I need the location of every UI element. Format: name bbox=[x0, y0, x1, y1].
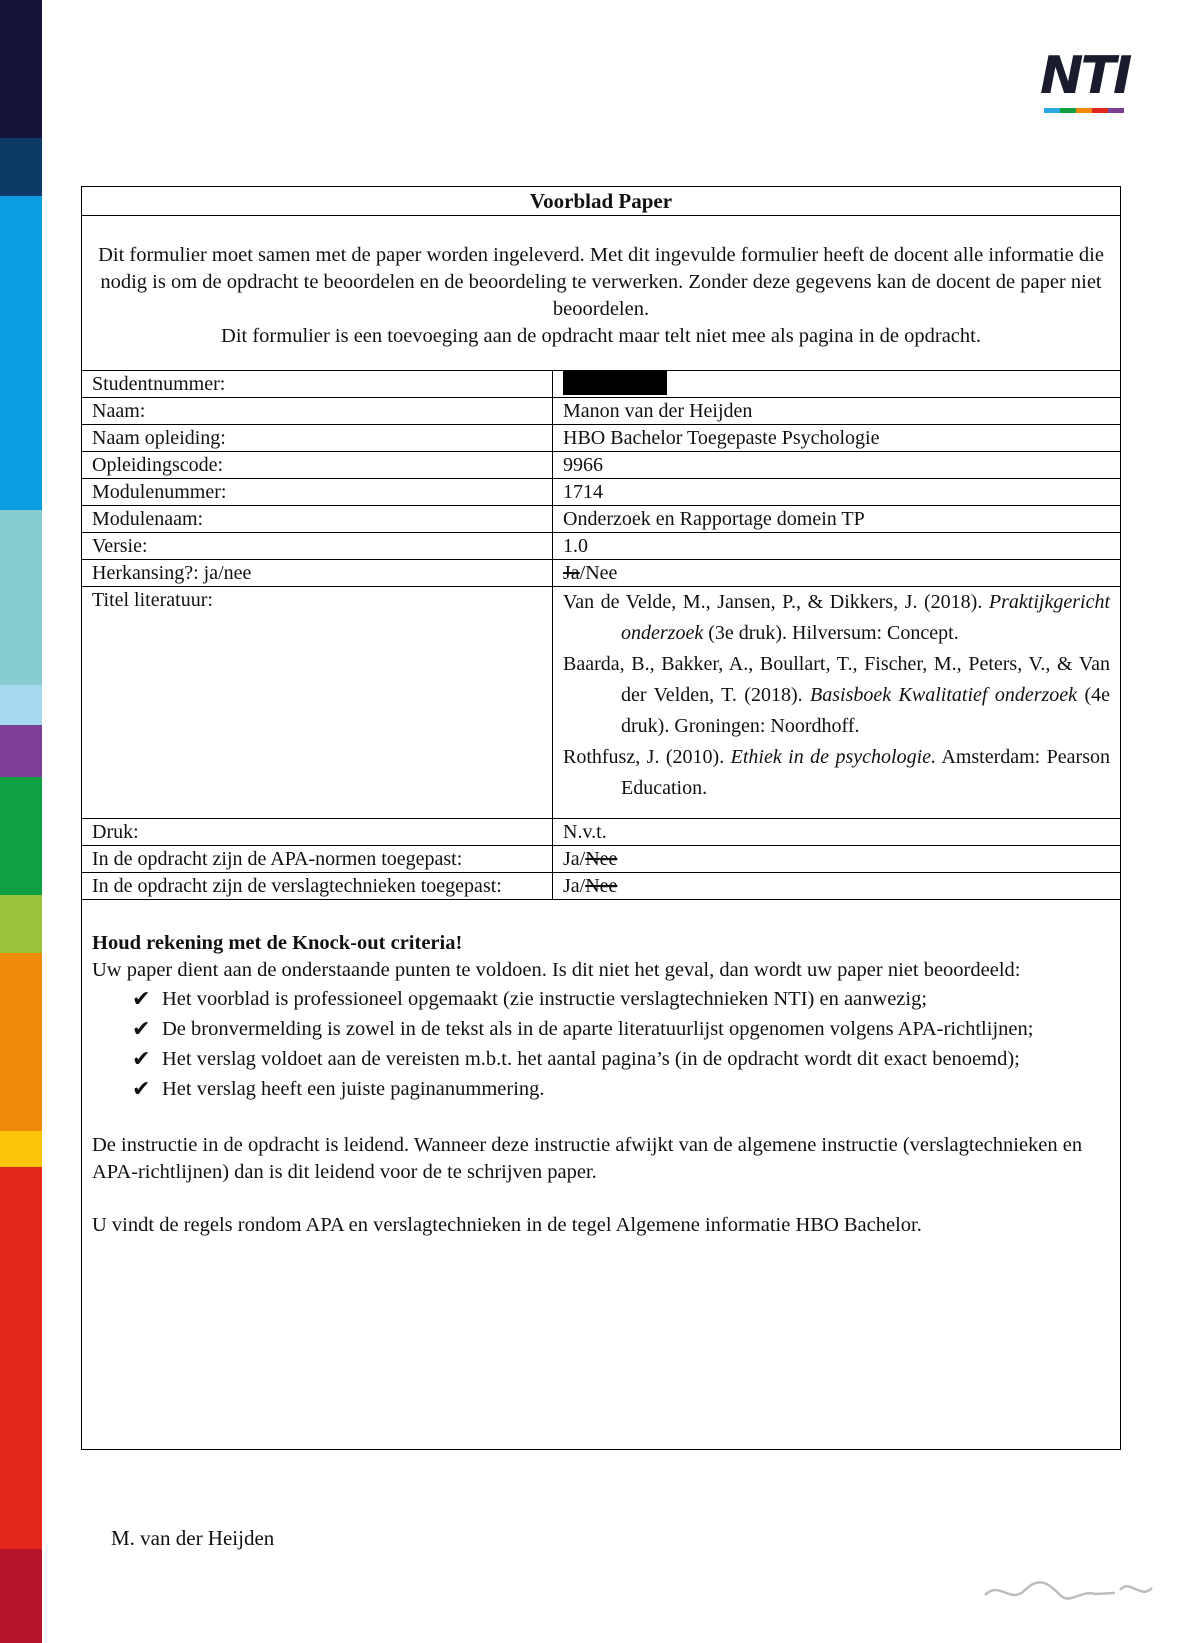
table-row bbox=[82, 479, 1120, 506]
field-label: Opleidingscode: bbox=[82, 452, 553, 479]
form-intro bbox=[82, 216, 1120, 371]
selected-option: Nee bbox=[585, 562, 618, 584]
struck-option: Nee bbox=[585, 875, 618, 897]
table-row bbox=[82, 873, 1120, 900]
field-label: Versie: bbox=[82, 533, 553, 560]
checkmark-icon: ✔ bbox=[132, 1017, 151, 1042]
intro-paragraph: Dit formulier is een toevoeging aan de opdracht maar telt niet mee als pagina in de opdracht. bbox=[221, 325, 981, 347]
field-value: Onderzoek en Rapportage domein TP bbox=[553, 506, 1121, 533]
table-row bbox=[82, 533, 1120, 560]
form-title: Voorblad Paper bbox=[82, 187, 1120, 216]
field-label: Druk: bbox=[82, 819, 553, 846]
knockout-heading: Houd rekening met de Knock-out criteria! bbox=[92, 932, 463, 954]
struck-option: Nee bbox=[585, 848, 618, 870]
reference-publisher: Amsterdam: Pearson Education. bbox=[621, 746, 1110, 799]
field-label: In de opdracht zijn de APA-normen toegepast: bbox=[82, 846, 553, 873]
reference-publisher: (3e druk). Hilversum: Concept. bbox=[703, 622, 959, 644]
reference-title: Praktijkgericht onderzoek bbox=[621, 591, 1110, 644]
redaction-block bbox=[563, 371, 667, 395]
field-label: Naam: bbox=[82, 398, 553, 425]
reference-entry bbox=[563, 742, 1110, 804]
selected-option: Ja/ bbox=[563, 848, 586, 870]
reference-entry bbox=[563, 587, 1110, 649]
reference-authors: Rothfusz, J. (2010). bbox=[563, 746, 731, 768]
list-item-text: Het verslag heeft een juiste paginanummering. bbox=[162, 1078, 545, 1100]
literature-list bbox=[553, 587, 1121, 819]
studentnummer-value bbox=[553, 371, 1121, 398]
reference-entry bbox=[563, 649, 1110, 742]
field-label: Modulenummer: bbox=[82, 479, 553, 506]
checkmark-icon: ✔ bbox=[132, 987, 151, 1012]
selected-option: Ja/ bbox=[563, 875, 586, 897]
struck-option: Ja bbox=[563, 562, 580, 584]
list-item bbox=[132, 1016, 1110, 1043]
table-row bbox=[82, 371, 1120, 398]
list-item bbox=[132, 986, 1110, 1013]
knockout-intro: Uw paper dient aan de onderstaande punten te voldoen. Is dit niet het geval, dan wordt uw paper niet beoordeeld: bbox=[92, 959, 1021, 981]
apa-value bbox=[553, 846, 1121, 873]
intro-paragraph: Dit formulier moet samen met de paper worden ingeleverd. Met dit ingevulde formulier heeft de docent alle informatie die nodig is om de opdracht te beoordelen en de beoordeling te verwerken. Zonder deze gegevens kan de docent de paper niet beoordelen. bbox=[98, 244, 1104, 320]
field-label: In de opdracht zijn de verslagtechnieken toegepast: bbox=[82, 873, 553, 900]
reference-authors: Van de Velde, M., Jansen, P., & Dikkers, J. (2018). bbox=[563, 591, 989, 613]
field-value: HBO Bachelor Toegepaste Psychologie bbox=[553, 425, 1121, 452]
field-value: 1714 bbox=[553, 479, 1121, 506]
color-stripe bbox=[0, 0, 42, 1643]
list-item-text: De bronvermelding is zowel in de tekst als in de aparte literatuurlijst opgenomen volgens APA-richtlijnen; bbox=[162, 1018, 1034, 1040]
field-label: Titel literatuur: bbox=[82, 587, 553, 819]
field-label: Herkansing?: ja/nee bbox=[82, 560, 553, 587]
table-row bbox=[82, 819, 1120, 846]
field-value: 1.0 bbox=[553, 533, 1121, 560]
table-row bbox=[82, 506, 1120, 533]
table-row bbox=[82, 452, 1120, 479]
logo-text: NTI bbox=[1040, 46, 1130, 106]
reference-authors: Baarda, B., Bakker, A., Boullart, T., Fischer, M., Peters, V., & Van der Velden, T. (2018). bbox=[563, 653, 1110, 706]
list-item bbox=[132, 1076, 1110, 1103]
reference-publisher: (4e druk). Groningen: Noordhoff. bbox=[621, 684, 1111, 737]
table-row bbox=[82, 846, 1120, 873]
verslag-value bbox=[553, 873, 1121, 900]
form-fields-table bbox=[82, 371, 1120, 900]
knockout-list bbox=[132, 986, 1110, 1103]
table-row bbox=[82, 398, 1120, 425]
field-value: 9966 bbox=[553, 452, 1121, 479]
signature-image bbox=[980, 1560, 1160, 1620]
field-label: Modulenaam: bbox=[82, 506, 553, 533]
instructie-paragraph: De instructie in de opdracht is leidend. Wanneer deze instructie afwijkt van de algemene instructie (verslagtechnieken en APA-richtlijnen) dan is dit leidend voor de te schrijven paper. bbox=[92, 1134, 1083, 1183]
nti-logo bbox=[1040, 46, 1140, 116]
footer-author: M. van der Heijden bbox=[111, 1526, 275, 1550]
regels-paragraph: U vindt de regels rondom APA en verslagtechnieken in de tegel Algemene informatie HBO Bachelor. bbox=[92, 1214, 922, 1236]
cover-form bbox=[81, 186, 1121, 1450]
reference-title: Ethiek in de psychologie. bbox=[730, 746, 937, 768]
herkansing-value bbox=[553, 560, 1121, 587]
table-row bbox=[82, 560, 1120, 587]
list-item-text: Het verslag voldoet aan de vereisten m.b.t. het aantal pagina’s (in de opdracht wordt dit exact benoemd); bbox=[162, 1048, 1020, 1070]
list-item bbox=[132, 1046, 1110, 1073]
field-label: Studentnummer: bbox=[82, 371, 553, 398]
field-value: Manon van der Heijden bbox=[553, 398, 1121, 425]
table-row bbox=[82, 587, 1120, 819]
reference-title: Basisboek Kwalitatief onderzoek bbox=[810, 684, 1078, 706]
logo-color-bar bbox=[1044, 108, 1124, 113]
checkmark-icon: ✔ bbox=[132, 1077, 151, 1102]
field-label: Naam opleiding: bbox=[82, 425, 553, 452]
knockout-section bbox=[82, 900, 1120, 1239]
field-value: N.v.t. bbox=[553, 819, 1121, 846]
checkmark-icon: ✔ bbox=[132, 1047, 151, 1072]
list-item-text: Het voorblad is professioneel opgemaakt (zie instructie verslagtechnieken NTI) en aanwezig; bbox=[162, 988, 928, 1010]
table-row bbox=[82, 425, 1120, 452]
option-separator: / bbox=[579, 562, 586, 584]
